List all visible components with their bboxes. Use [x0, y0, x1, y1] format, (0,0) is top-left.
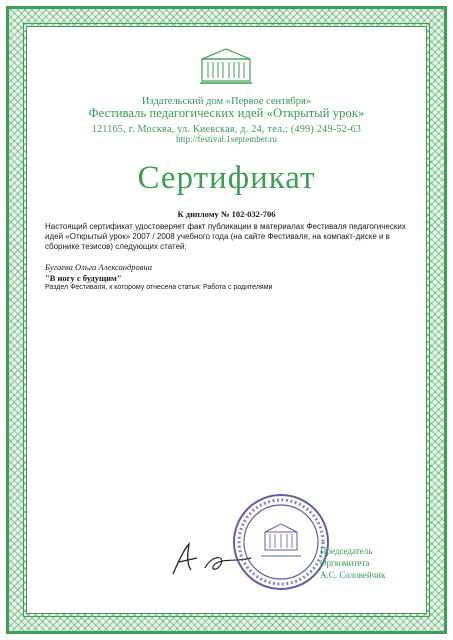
official-seal-icon — [231, 492, 331, 592]
address-line: 121165, г. Москва, ул. Киевская, д. 24, тел.: (499) 249-52-63 — [91, 124, 362, 135]
work-title: "В ногу с будущим" — [45, 273, 122, 283]
certificate-title: Сертификат — [137, 160, 316, 196]
certificate-statement: Настоящий сертификат удостоверяет факт публикации в материалах Фестиваля педагогических идей «Открытый урок» 2007 / 2008 учебного года (на сайте Фестиваля, на компакт-диске и в сборнике тезисов) следующих статей: — [45, 222, 406, 251]
author-name: Бугаева Ольга Александровна — [45, 262, 152, 272]
website-link[interactable]: http://festival.1september.ru — [176, 134, 277, 144]
festival-name: Фестиваль педагогических идей «Открытый урок» — [88, 106, 365, 120]
signatory-title-line2: Оргкомитета — [320, 558, 370, 568]
diploma-number: К диплому № 102-032-706 — [177, 209, 276, 219]
festival-section: Раздел Фестиваля, к которому отнесена статья: Работа с родителями — [45, 284, 273, 291]
signatory-name: А.С. Соловейчик — [320, 570, 386, 580]
building-logo-icon — [200, 47, 252, 85]
publisher-name: Издательский дом «Первое сентября» — [141, 96, 312, 107]
signatory-title-line1: Председатель — [320, 546, 373, 556]
signatory-block — [320, 545, 385, 581]
